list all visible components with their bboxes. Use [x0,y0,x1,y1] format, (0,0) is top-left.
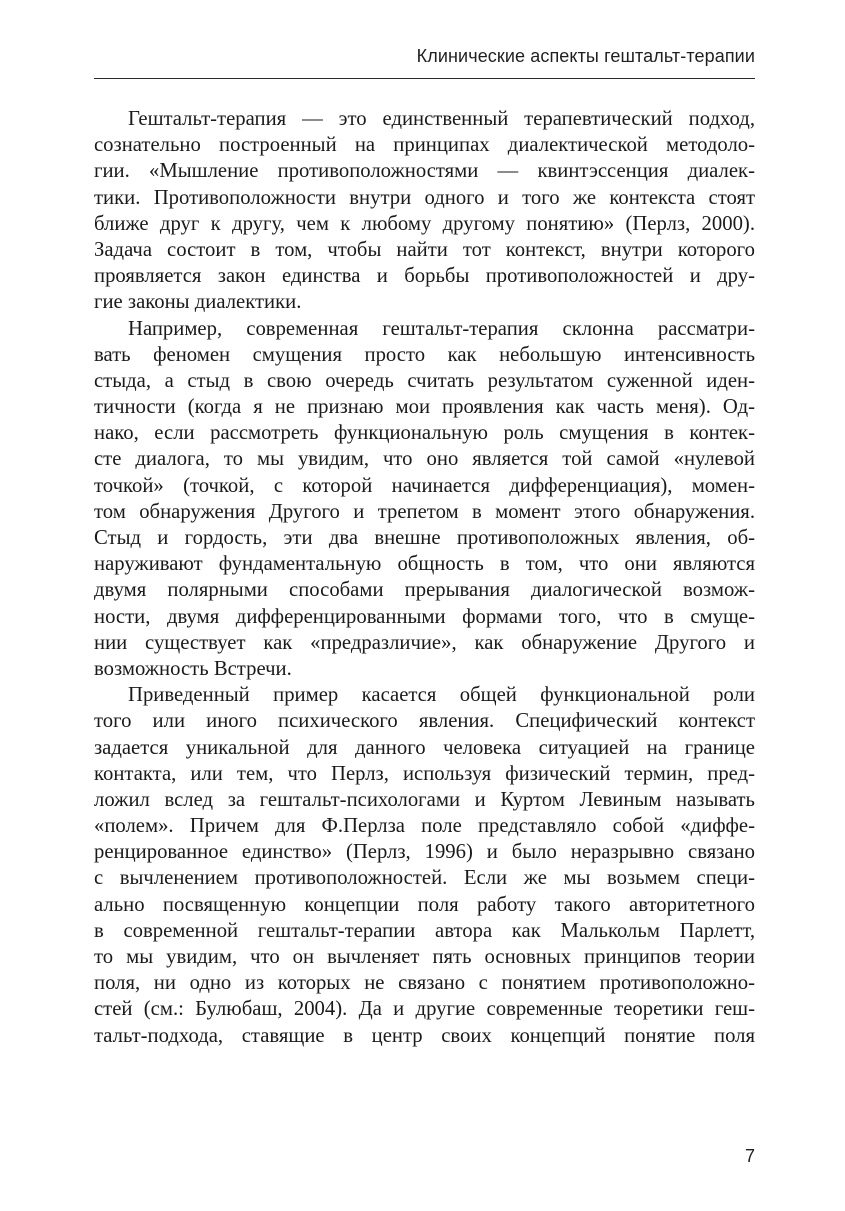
text-line: контакта, или тем, что Перлз, используя физический термин, пред- [94,762,755,785]
text-line: Задача состоит в том, чтобы найти тот контекст, внутри которого [94,238,755,261]
text-line: Например, современная гештальт-терапия склонна рассматри- [128,317,755,340]
text-line: то мы увидим, что он вычленяет пять основных принципов теории [94,946,755,968]
text-line: точкой» (точкой, с которой начинается дифференциация), момен- [94,474,755,497]
text-line: гии. «Мышление противоположностями — квинтэссенция диалек- [94,160,755,183]
text-line: стыда, а стыд в свою очередь считать результатом суженной иден- [94,369,755,392]
text-line: Стыд и гордость, эти два внешне противоположных явления, об- [94,527,755,549]
text-line: наруживают фундаментальную общность в том, что они являются [94,553,755,576]
text-line: ально посвященную концепции поля работу такого авторитетного [94,893,755,916]
text-line: с вычленением противоположностей. Если же мы возьмем специ- [94,867,755,890]
running-header [94,38,755,79]
text-line: нии существует как «предразличие», как обнаружение Другого и [94,631,755,654]
text-line: вать феномен смущения просто как небольшую интенсивность [94,343,755,366]
body-text [94,106,755,1049]
text-line: в современной гештальт-терапии автора как Малькольм Парлетт, [94,919,755,942]
text-line: проявляется закон единства и борьбы противоположностей и дру- [94,265,755,288]
paragraph [94,682,755,1049]
text-line: поля, ни одно из которых не связано с понятием противоположно- [94,972,755,995]
text-line: «полем». Причем для Ф.Перлза поле представляло собой «диффе- [94,815,755,838]
text-line: ности, двумя дифференцированными формами того, что в смуще- [94,605,755,628]
text-line: задается уникальной для данного человека ситуацией на границе [94,736,755,759]
text-line: тальт-подхода, ставящие в центр своих концепций понятие поля [94,1024,755,1047]
text-line: ближе друг к другу, чем к любому другому понятию» (Перлз, 2000). [94,212,755,235]
text-line: того или иного психического явления. Специфический контекст [94,710,755,733]
text-line: Гештальт-терапия — это единственный терапевтический подход, [128,108,755,130]
text-line: том обнаружения Другого и трепетом в момент этого обнаружения. [94,500,755,523]
paragraph [94,106,755,316]
text-line: тичности (когда я не признаю мои проявления как часть меня). Од- [94,396,755,419]
text-line: нако, если рассмотреть функциональную роль смущения в контек- [94,422,755,445]
text-line: ложил вслед за гештальт-психологами и Куртом Левиным называть [94,788,755,811]
text-line: сознательно построенный на принципах диалектической методоло- [94,134,755,157]
text-line: гие законы диалектики. [94,291,302,314]
page-number: 7 [744,1146,755,1166]
text-line: двумя полярными способами прерывания диалогической возмож- [94,579,755,602]
text-line: тики. Противоположности внутри одного и того же контекста стоят [94,186,755,209]
text-line: ренцированное единство» (Перлз, 1996) и было неразрывно связано [94,841,755,864]
text-line: сте диалога, то мы увидим, что оно является той самой «нулевой [94,448,755,471]
paragraph [94,316,755,683]
text-line: стей (см.: Булюбаш, 2004). Да и другие современные теоретики геш- [94,998,755,1021]
running-header-title: Клинические аспекты гештальт-терапии [416,46,755,66]
text-line: возможность Встречи. [94,657,292,680]
text-line: Приведенный пример касается общей функциональной роли [128,684,755,707]
